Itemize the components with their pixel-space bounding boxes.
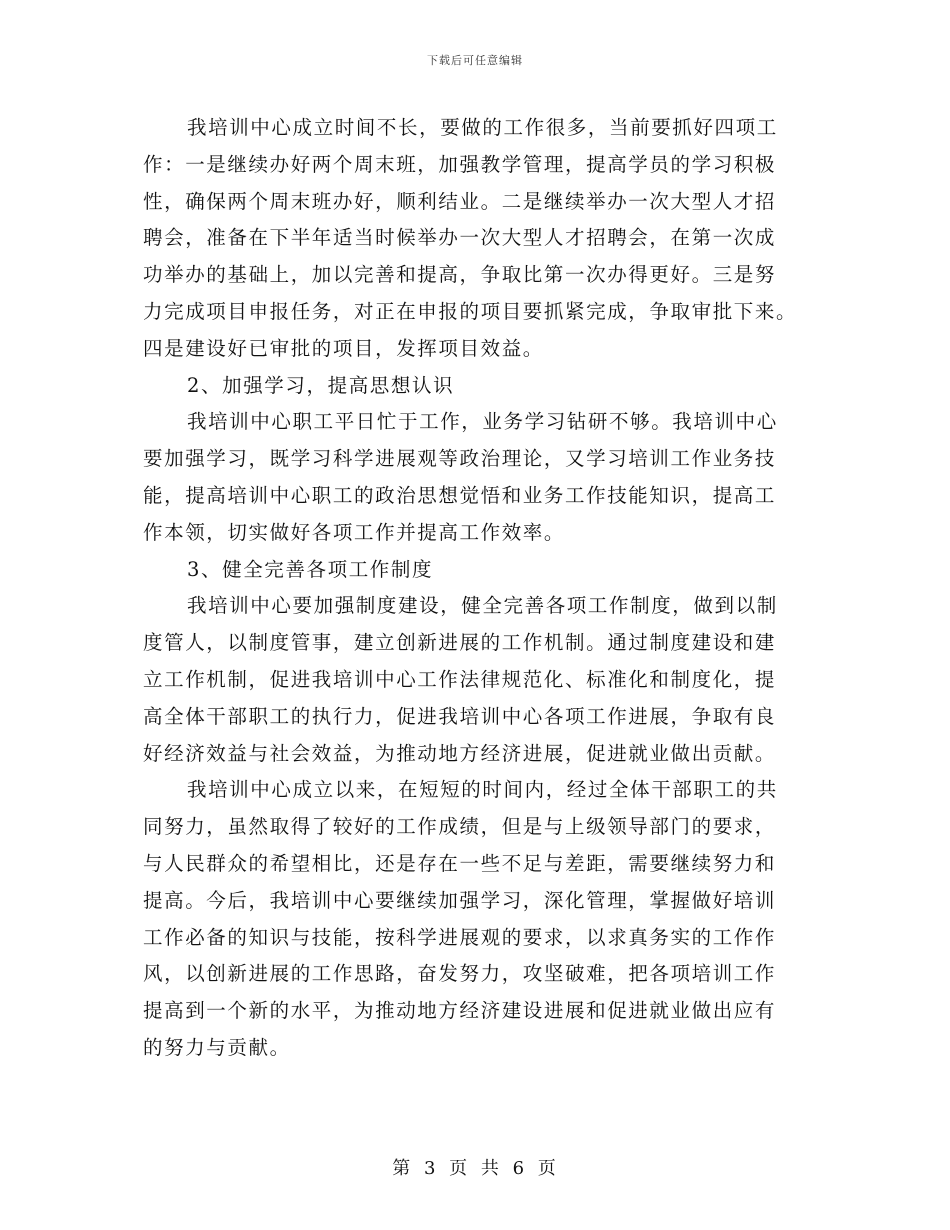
paragraph-line: 我培训中心成立以来，在短短的时间内，经过全体干部职工的共 — [187, 778, 778, 802]
paragraph-line: 提高到一个新的水平，为推动地方经济建设进展和促进就业做出应有 — [143, 999, 777, 1023]
paragraph-line: 度管人，以制度管事，建立创新进展的工作机制。通过制度建设和建 — [143, 631, 777, 655]
paragraph-line: 作：一是继续办好两个周末班，加强教学管理，提高学员的学习积极 — [143, 152, 777, 176]
paragraph-line: 同努力，虽然取得了较好的工作成绩，但是与上级领导部门的要求， — [143, 815, 777, 839]
paragraph-line: 工作必备的知识与技能，按科学进展观的要求，以求真务实的工作作 — [143, 925, 777, 949]
paragraph-line: 我培训中心成立时间不长，要做的工作很多，当前要抓好四项工 — [187, 116, 778, 139]
paragraph-line: 性，确保两个周末班办好，顺利结业。二是继续举办一次大型人才招 — [143, 189, 777, 213]
paragraph-line: 与人民群众的希望相比，还是存在一些不足与差距，需要继续努力和 — [143, 851, 777, 875]
paragraph-line: 要加强学习，既学习科学进展观等政治理论，又学习培训工作业务技 — [143, 447, 777, 471]
page-header: 下载后可任意编辑 — [427, 54, 523, 67]
paragraph-line: 作本领，切实做好各项工作并提高工作效率。 — [143, 520, 566, 544]
paragraph-line: 的努力与贡献。 — [143, 1035, 291, 1059]
paragraph-line: 功举办的基础上，加以完善和提高，争取比第一次办得更好。三是努 — [143, 263, 777, 287]
section-heading: 2、加强学习，提高思想认识 — [187, 373, 455, 397]
paragraph-line: 我培训中心要加强制度建设，健全完善各项工作制度，做到以制 — [187, 594, 778, 618]
paragraph-line: 能，提高培训中心职工的政治思想觉悟和业务工作技能知识，提高工 — [143, 483, 777, 507]
page-footer: 第 3 页 共 6 页 — [392, 1158, 558, 1179]
paragraph-line: 力完成项目申报任务，对正在申报的项目要抓紧完成，争取审批下来。 — [143, 299, 798, 323]
paragraph-line: 高全体干部职工的执行力，促进我培训中心各项工作进展，争取有良 — [143, 704, 777, 728]
paragraph-line: 风，以创新进展的工作思路，奋发努力，攻坚破难，把各项培训工作 — [143, 962, 777, 986]
document-body — [143, 110, 807, 1067]
paragraph-line: 聘会，准备在下半年适当时候举办一次大型人才招聘会，在第一次成 — [143, 226, 777, 250]
paragraph-line: 好经济效益与社会效益，为推动地方经济进展，促进就业做出贡献。 — [143, 741, 777, 765]
section-heading: 3、健全完善各项工作制度 — [187, 557, 434, 581]
paragraph-line: 立工作机制，促进我培训中心工作法律规范化、标准化和制度化，提 — [143, 667, 777, 691]
paragraph-line: 四是建设好已审批的项目，发挥项目效益。 — [143, 336, 544, 360]
paragraph-line: 提高。今后，我培训中心要继续加强学习，深化管理，掌握做好培训 — [143, 888, 777, 912]
paragraph-line: 我培训中心职工平日忙于工作，业务学习钻研不够。我培训中心 — [187, 410, 778, 434]
